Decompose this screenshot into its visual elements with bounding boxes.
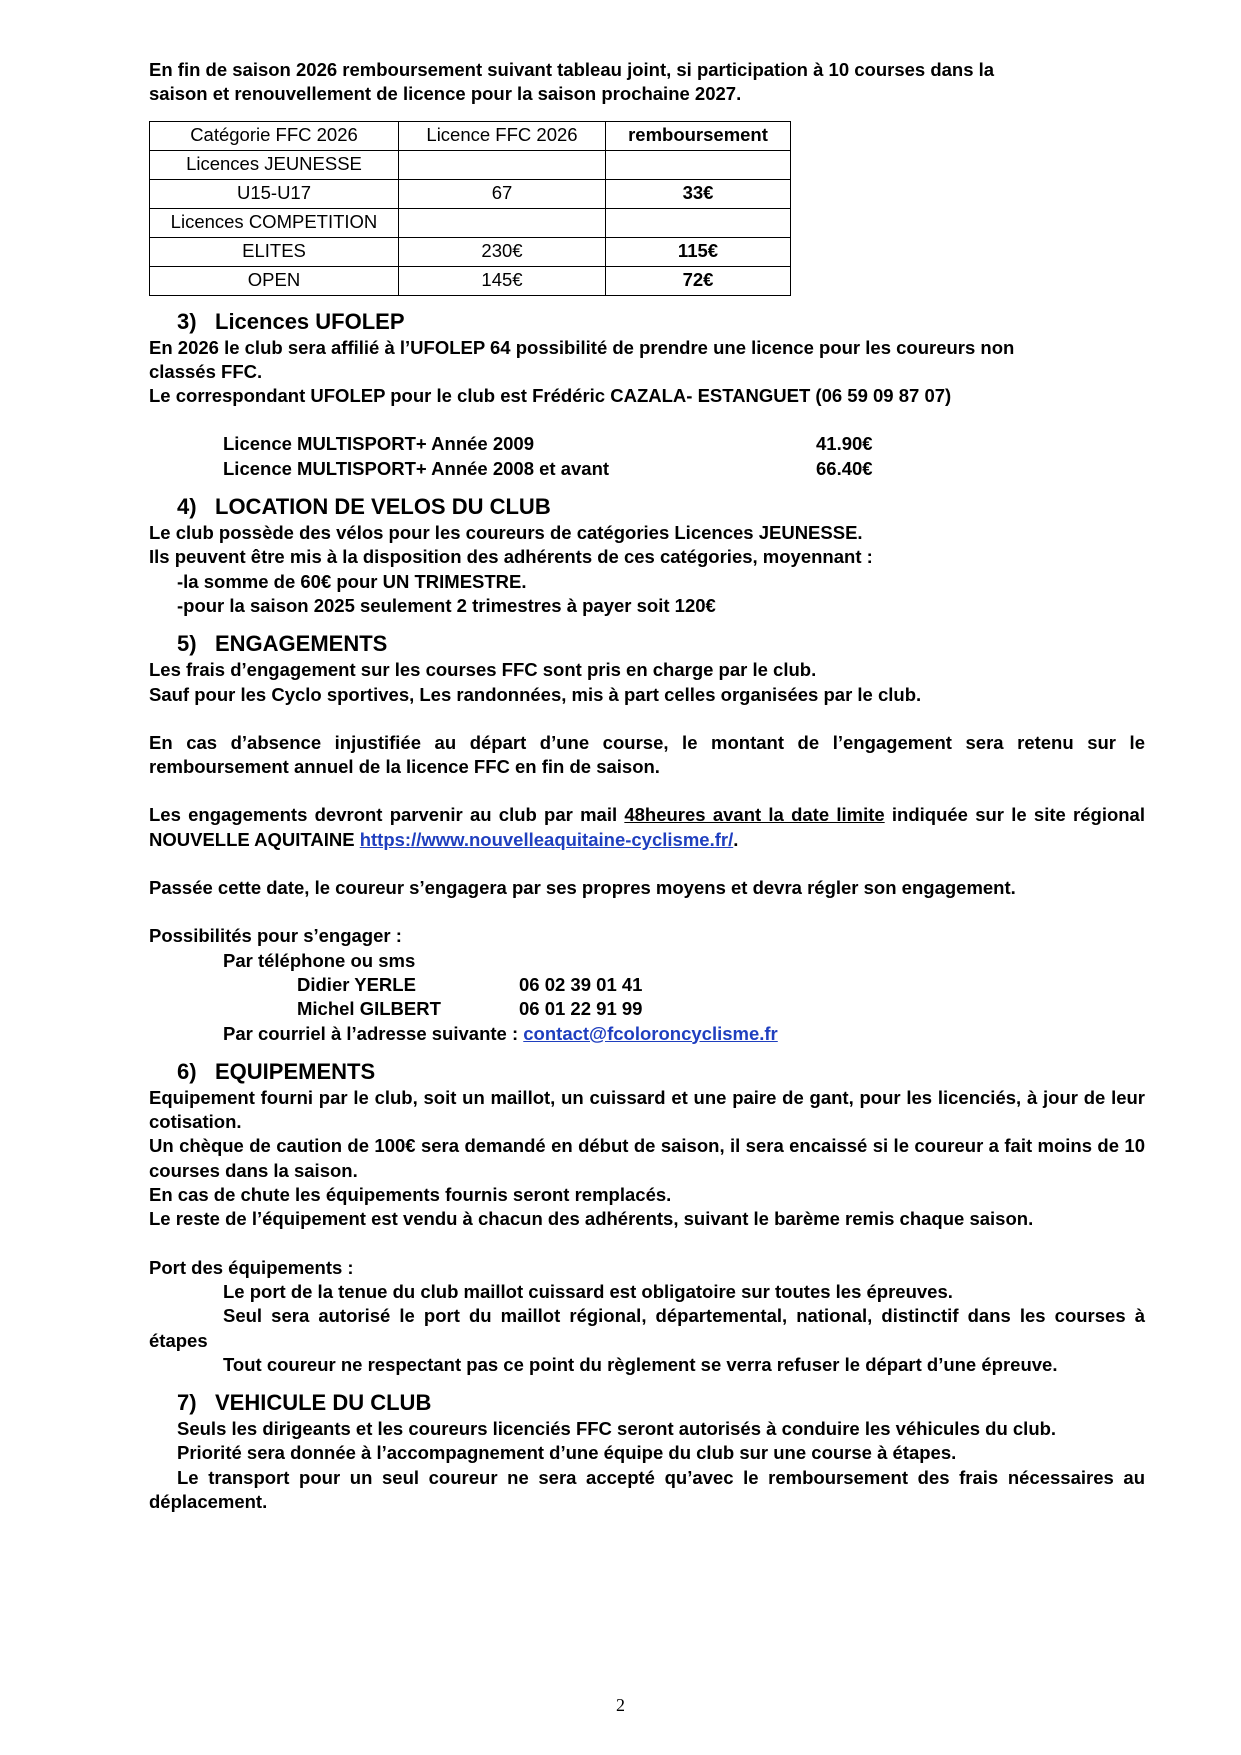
contact-name: Didier YERLE xyxy=(297,973,416,995)
table-cell: Licences JEUNESSE xyxy=(150,150,399,179)
s5-phone-label: Par téléphone ou sms xyxy=(223,949,416,971)
s6-port-title: Port des équipements : xyxy=(149,1256,354,1278)
table-row xyxy=(150,266,791,295)
price-label: Licence MULTISPORT+ Année 2009 xyxy=(223,433,534,455)
price-value: 66.40€ xyxy=(816,457,873,479)
section-6-heading: 6) EQUIPEMENTS xyxy=(177,1058,376,1084)
section-5-heading: 5) ENGAGEMENTS xyxy=(177,631,388,657)
page-number: 2 xyxy=(616,1695,625,1715)
table-header-row xyxy=(150,121,791,150)
price-value: 41.90€ xyxy=(816,433,873,455)
s6-line-3: En cas de chute les équipements fournis seront remplacés. xyxy=(149,1184,672,1206)
s5-line-2: Sauf pour les Cyclo sportives, Les randonnées, mis à part celles organisées par le club. xyxy=(149,683,922,705)
table-row xyxy=(150,208,791,237)
s6-port-1: Le port de la tenue du club maillot cuissard est obligatoire sur toutes les épreuves. xyxy=(223,1280,953,1302)
table-row xyxy=(150,150,791,179)
table-row xyxy=(150,179,791,208)
s4-line-1: Le club possède des vélos pour les coureurs de catégories Licences JEUNESSE. xyxy=(149,522,863,544)
table-cell: U15-U17 xyxy=(150,179,399,208)
contact-phone: 06 02 39 01 41 xyxy=(519,973,643,995)
table-cell: 230€ xyxy=(399,237,606,266)
fee-table xyxy=(149,121,791,296)
intro-line-1: En fin de saison 2026 remboursement suivant tableau joint, si participation à 10 courses dans la xyxy=(149,59,995,80)
table-cell xyxy=(399,208,606,237)
contact-row xyxy=(149,997,1145,1021)
s5-ways-title: Possibilités pour s’engager : xyxy=(149,925,402,947)
section-4-heading: 4) LOCATION DE VELOS DU CLUB xyxy=(177,494,551,520)
section-3-heading: 3) Licences UFOLEP xyxy=(177,308,405,334)
s4-line-2: Ils peuvent être mis à la disposition des adhérents de ces catégories, moyennant : xyxy=(149,546,873,568)
price-label: Licence MULTISPORT+ Année 2008 et avant xyxy=(223,457,610,479)
section-7-heading: 7) VEHICULE DU CLUB xyxy=(177,1390,432,1416)
s6-line-1: Equipement fourni par le club, soit un maillot, un cuissard et une paire de gant, pour les licenciés, à jour de leur cotisation. xyxy=(149,1086,1145,1133)
table-cell: Licences COMPETITION xyxy=(150,208,399,237)
s6-port-2: Seul sera autorisé le port du maillot régional, départemental, national, distinctif dans les courses à étapes xyxy=(149,1305,1145,1351)
s6-port-3: Tout coureur ne respectant pas ce point du règlement se verra refuser le départ d’une épreuve. xyxy=(223,1353,1058,1375)
s3-line-1: En 2026 le club sera affilié à l’UFOLEP 64 possibilité de prendre une licence pour les coureurs non xyxy=(149,336,1015,358)
contact-phone: 06 01 22 91 99 xyxy=(519,998,643,1020)
table-header-cell: Licence FFC 2026 xyxy=(399,121,606,150)
table-cell: ELITES xyxy=(150,237,399,266)
table-header-cell: remboursement xyxy=(606,121,791,150)
table-cell: OPEN xyxy=(150,266,399,295)
s7-line-2: Priorité sera donnée à l’accompagnement d’une équipe du club sur une course à étapes. xyxy=(177,1442,957,1464)
table-header-cell: Catégorie FFC 2026 xyxy=(150,121,399,150)
document-page xyxy=(149,58,1145,1514)
s4-item-2: -pour la saison 2025 seulement 2 trimestres à payer soit 120€ xyxy=(177,594,716,616)
regional-site-link[interactable]: https://www.nouvelleaquitaine-cyclisme.fr/ xyxy=(359,828,734,850)
s5-absence-paragraph: En cas d’absence injustifiée au départ d’une course, le montant de l’engagement sera retenu sur le remboursement annuel de la licence FFC en fin de saison. xyxy=(149,731,1145,778)
table-cell: 145€ xyxy=(399,266,606,295)
s3-line-3: Le correspondant UFOLEP pour le club est Frédéric CAZALA- ESTANGUET (06 59 09 87 07) xyxy=(149,385,952,407)
s4-item-1: -la somme de 60€ pour UN TRIMESTRE. xyxy=(177,570,527,592)
s7-line-1: Seuls les dirigeants et les coureurs licenciés FFC seront autorisés à conduire les véhicules du club. xyxy=(177,1418,1057,1440)
s5-line-1: Les frais d’engagement sur les courses FFC sont pris en charge par le club. xyxy=(149,659,817,681)
contact-row xyxy=(149,973,1145,997)
s3-line-2: classés FFC. xyxy=(149,360,263,382)
s5-after-date-paragraph: Passée cette date, le coureur s’engagera par ses propres moyens et devra régler son engagement. xyxy=(149,877,1016,899)
s5-email-line: Par courriel à l’adresse suivante : contact@fcoloroncyclisme.fr xyxy=(223,1022,778,1044)
table-cell: 33€ xyxy=(606,179,791,208)
table-cell: 115€ xyxy=(606,237,791,266)
s6-line-4: Le reste de l’équipement est vendu à chacun des adhérents, suivant le barème remis chaque saison. xyxy=(149,1208,1034,1230)
deadline-underline: 48heures avant la date limite xyxy=(624,804,885,826)
table-cell xyxy=(399,150,606,179)
contact-email-link[interactable]: contact@fcoloroncyclisme.fr xyxy=(523,1022,778,1044)
contact-name: Michel GILBERT xyxy=(297,998,441,1020)
table-cell xyxy=(606,150,791,179)
price-row xyxy=(149,432,1145,456)
table-cell xyxy=(606,208,791,237)
table-row xyxy=(150,237,791,266)
table-cell: 72€ xyxy=(606,266,791,295)
s5-deadline-paragraph: Les engagements devront parvenir au club par mail 48heures avant la date limite indiquée sur le site régional NOUVELLE AQUITAINE https://www.nouvelleaquitaine-cyclisme.fr/. xyxy=(149,804,1145,850)
intro-line-2: saison et renouvellement de licence pour la saison prochaine 2027. xyxy=(149,83,742,105)
s7-line-3: Le transport pour un seul coureur ne sera accepté qu’avec le remboursement des frais nécessaires au déplacement. xyxy=(149,1466,1145,1512)
s6-line-2: Un chèque de caution de 100€ sera demandé en début de saison, il sera encaissé si le coureur a fait moins de 10 courses dans la saison. xyxy=(149,1135,1145,1181)
price-row xyxy=(149,457,1145,481)
table-cell: 67 xyxy=(399,179,606,208)
